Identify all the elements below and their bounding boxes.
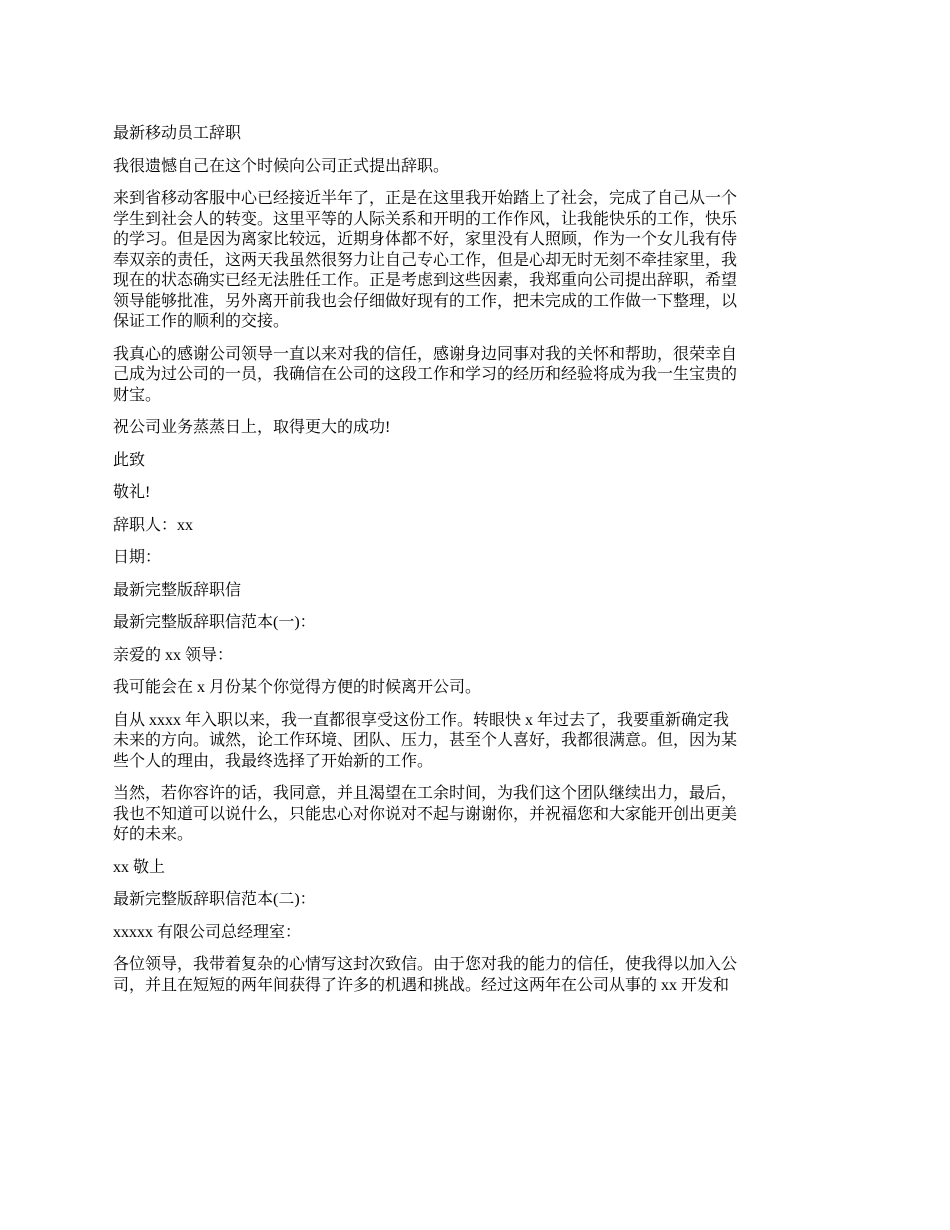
closing-line: 此致	[113, 451, 146, 469]
signature-line: xx 敬上	[113, 858, 166, 876]
paragraph: 各位领导，我带着复杂的心情写这封次致信。由于您对我的能力的信任，使我得以加入公 司，并且在短短的两年间获得了许多的机遇和挑战。经过这两年在公司从事的 xx 开发和	[113, 956, 738, 994]
salutation: xxxxx 有限公司总经理室：	[113, 923, 302, 941]
closing-salute: 敬礼!	[113, 484, 151, 501]
paragraph: 自从 xxxx 年入职以来，我一直都很享受这份工作。转眼快 x 年过去了，我要重新确定我 未来的方向。诚然，论工作环境、团队、压力，甚至个人喜好，我都很满意。但，因为某 些个人的理由，我最终选择了开始新的工作。	[113, 711, 738, 770]
paragraph: 来到省移动客服中心已经接近半年了，正是在这里我开始踏上了社会，完成了自己从一个 学生到社会人的转变。这里平等的人际关系和开明的工作作风，让我能快乐的工作，快乐 的学习。但是因为离家比较远，近期身体都不好，家里没有人照顾，作为一个女儿我有侍 奉双亲的责任，这两天我虽然很努力让自己专心工作，但是心却无时无刻不牵挂家里，我 现在的状态确实已经无法胜任工作。正是考虑到这些因素，我郑重向公司提出辞职，希望 领导能够批准，另外离开前我也会仔细做好现有的工作，把未完成的工作做一下整理，以 保证工作的顺利的交接。	[113, 190, 738, 330]
section-heading: 最新完整版辞职信范本(二)：	[113, 891, 316, 908]
paragraph: 我很遗憾自己在这个时候向公司正式提出辞职。	[113, 157, 450, 175]
paragraph: 我可能会在 x 月份某个你觉得方便的时候离开公司。	[113, 679, 482, 696]
paragraph: 当然，若你容许的话，我同意，并且渴望在工余时间，为我们这个团队继续出力，最后， 我也不知道可以说什么，只能忠心对你说对不起与谢谢你，并祝福您和大家能开创出更美 好的未来。	[113, 785, 738, 843]
date-line: 日期：	[113, 549, 162, 566]
section-heading: 最新完整版辞职信范本(一)：	[113, 614, 316, 631]
document-title: 最新移动员工辞职	[113, 125, 242, 142]
section-heading: 最新完整版辞职信	[113, 581, 242, 599]
paragraph: 祝公司业务蒸蒸日上，取得更大的成功!	[113, 419, 391, 436]
paragraph: 我真心的感谢公司领导一直以来对我的信任，感谢身边同事对我的关怀和帮助，很荣幸自 己成为过公司的一员，我确信在公司的这段工作和学习的经历和经验将成为我一生宝贵的 财宝。	[113, 345, 738, 404]
signature-line: 辞职人：xx	[113, 516, 194, 534]
document-page	[113, 124, 843, 1008]
salutation: 亲爱的 xx 领导：	[113, 646, 234, 664]
